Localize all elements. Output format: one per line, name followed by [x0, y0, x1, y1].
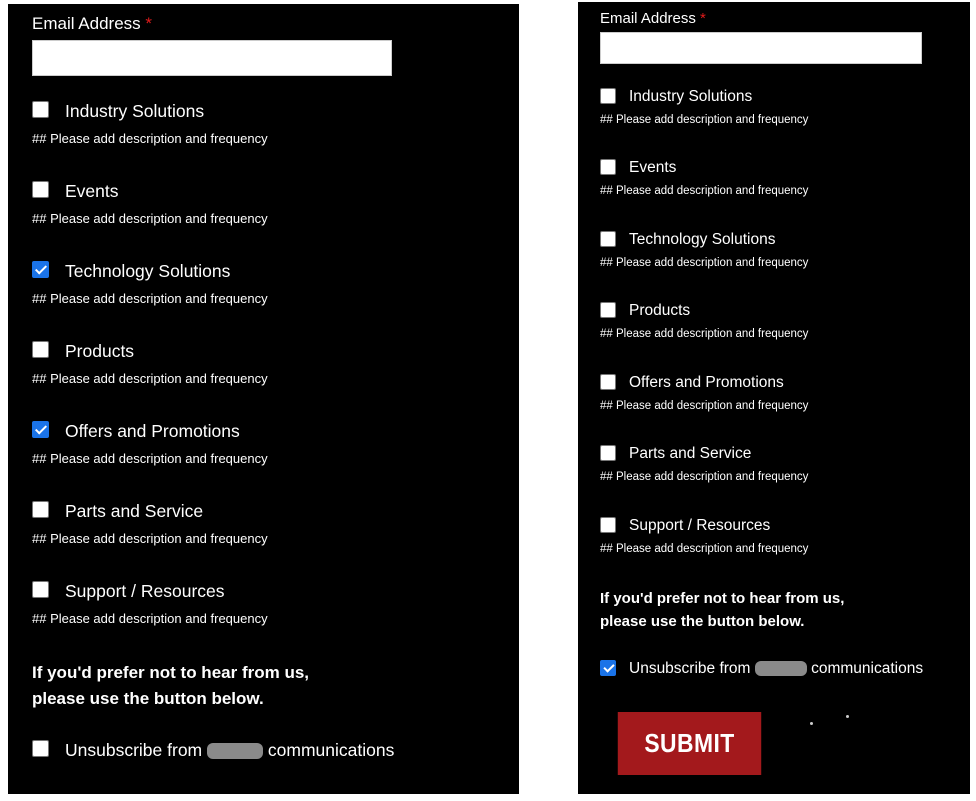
instruction-line: please use the button below. [32, 688, 264, 708]
events-checkbox[interactable] [600, 159, 616, 175]
option-title: Offers and Promotions [65, 421, 240, 441]
technology-solutions-checkbox[interactable] [600, 231, 616, 247]
option-description: ## Please add description and frequency [32, 291, 268, 306]
option-description: ## Please add description and frequency [600, 257, 809, 269]
subscription-form-left [8, 4, 519, 794]
option-description: ## Please add description and frequency [600, 328, 809, 340]
unsubscribe-instructions [600, 588, 960, 633]
unsubscribe-prefix: Unsubscribe from [65, 740, 203, 760]
offers-and-promotions-checkbox[interactable] [600, 374, 616, 390]
option-title: Support / Resources [65, 581, 225, 601]
option-description: ## Please add description and frequency [32, 211, 268, 226]
support-resources-checkbox[interactable] [600, 517, 616, 533]
option-description: ## Please add description and frequency [600, 543, 809, 555]
email-field[interactable] [600, 32, 922, 64]
events-checkbox[interactable] [32, 181, 49, 198]
unsubscribe-checkbox[interactable] [32, 740, 49, 757]
email-label: Email Address * [600, 10, 706, 27]
products-checkbox[interactable] [600, 302, 616, 318]
option-description: ## Please add description and frequency [600, 185, 809, 197]
email-label: Email Address * [32, 14, 153, 33]
unsubscribe-suffix: communications [811, 660, 924, 677]
option-title: Technology Solutions [65, 261, 231, 281]
technology-solutions-checkbox[interactable] [32, 261, 49, 278]
instruction-line: If you'd prefer not to hear from us, [600, 590, 845, 607]
decorative-dot [810, 722, 813, 725]
option-title: Parts and Service [629, 445, 752, 462]
submit-button[interactable]: SUBMIT [618, 712, 761, 775]
option-title: Parts and Service [65, 501, 204, 521]
required-mark: * [700, 10, 706, 27]
industry-solutions-checkbox[interactable] [32, 101, 49, 118]
products-checkbox[interactable] [32, 341, 49, 358]
instruction-line: If you'd prefer not to hear from us, [32, 663, 310, 682]
unsubscribe-suffix: communications [267, 740, 395, 760]
email-field[interactable] [32, 40, 392, 76]
subscription-form-right [578, 2, 970, 794]
unsubscribe-prefix: Unsubscribe from [629, 660, 751, 677]
option-description: ## Please add description and frequency [32, 531, 268, 546]
parts-and-service-checkbox[interactable] [600, 445, 616, 461]
option-description: ## Please add description and frequency [600, 114, 809, 126]
option-description: ## Please add description and frequency [600, 471, 809, 483]
option-title: Support / Resources [629, 517, 771, 534]
option-title: Events [65, 181, 119, 201]
option-description: ## Please add description and frequency [32, 611, 268, 626]
option-title: Industry Solutions [65, 101, 205, 121]
industry-solutions-checkbox[interactable] [600, 88, 616, 104]
unsubscribe-label [65, 740, 394, 761]
option-description: ## Please add description and frequency [32, 371, 268, 386]
option-title: Events [629, 159, 677, 176]
option-title: Products [65, 341, 135, 361]
instruction-line: please use the button below. [600, 612, 805, 630]
option-description: ## Please add description and frequency [600, 400, 809, 412]
unsubscribe-instructions [32, 660, 432, 711]
option-description: ## Please add description and frequency [32, 451, 268, 466]
decorative-dot [846, 715, 849, 718]
option-title: Technology Solutions [629, 231, 776, 248]
redacted-company-name [207, 743, 263, 759]
unsubscribe-label [629, 660, 923, 678]
parts-and-service-checkbox[interactable] [32, 501, 49, 518]
required-mark: * [145, 14, 153, 33]
offers-and-promotions-checkbox[interactable] [32, 421, 49, 438]
option-title: Offers and Promotions [629, 374, 784, 391]
option-title: Products [629, 302, 691, 319]
option-title: Industry Solutions [629, 88, 753, 105]
unsubscribe-checkbox[interactable] [600, 660, 616, 676]
option-description: ## Please add description and frequency [32, 131, 268, 146]
support-resources-checkbox[interactable] [32, 581, 49, 598]
redacted-company-name [755, 661, 807, 676]
